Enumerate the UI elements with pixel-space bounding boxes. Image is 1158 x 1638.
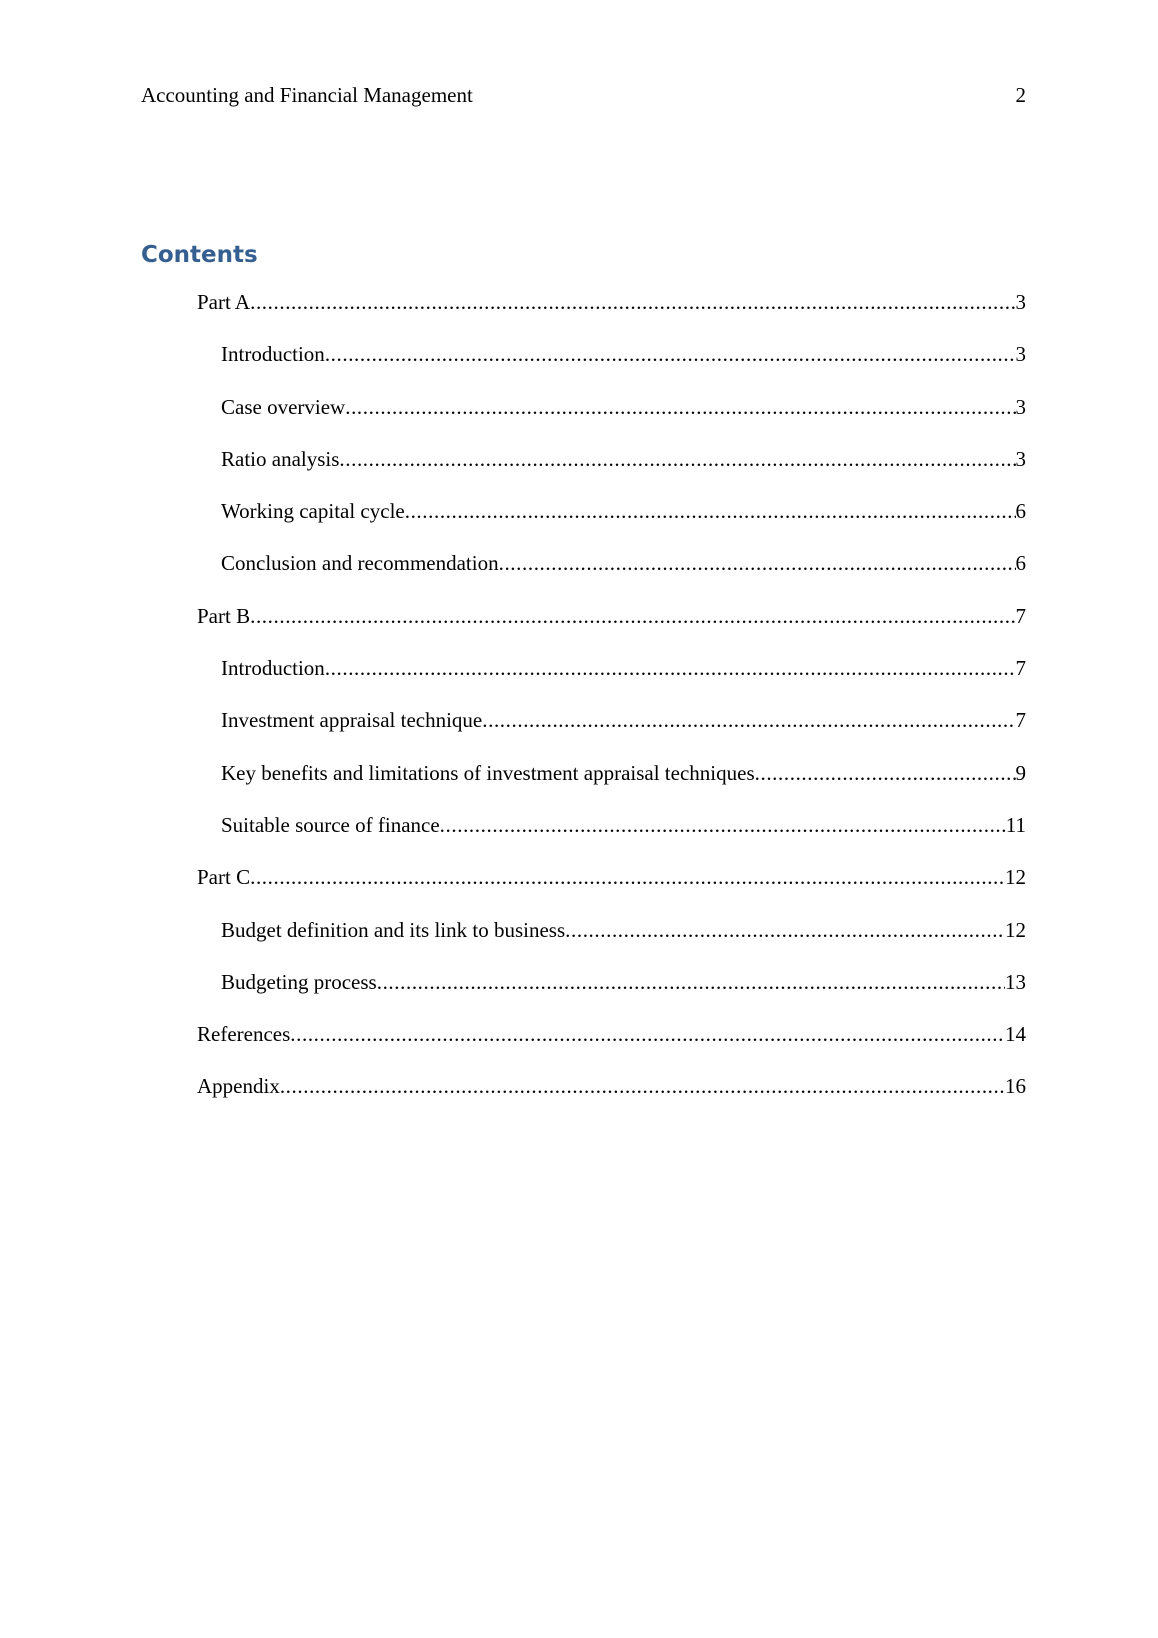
- dot-leader: [377, 967, 1005, 997]
- toc-entry-label[interactable]: Part A: [197, 290, 251, 314]
- toc-entry-source-of-finance[interactable]: [0, 810, 1026, 862]
- toc-entry-page: 7: [1015, 656, 1026, 681]
- toc-entry-page: 12: [1005, 865, 1026, 890]
- toc-entry-label[interactable]: Conclusion and recommendation: [221, 551, 499, 576]
- dot-leader: [280, 1071, 1005, 1101]
- dot-leader: [482, 705, 1015, 735]
- document-title: Accounting and Financial Management: [141, 83, 473, 107]
- toc-entry-label[interactable]: Introduction: [221, 656, 325, 681]
- toc-entry-label[interactable]: Part C: [197, 865, 251, 890]
- toc-entry-label[interactable]: Working capital cycle: [221, 499, 405, 524]
- dot-leader: [290, 1019, 1005, 1049]
- dot-leader: [250, 601, 1015, 631]
- toc-entry-label[interactable]: Budgeting process: [221, 969, 377, 994]
- toc-entry-part-b[interactable]: [0, 601, 1026, 653]
- dot-leader: [755, 758, 1016, 788]
- toc-entry-conclusion[interactable]: [0, 548, 1026, 600]
- toc-entry-part-a[interactable]: [0, 287, 1026, 339]
- toc-heading: Contents: [141, 242, 258, 268]
- toc-entry-page: 3: [1015, 342, 1026, 367]
- toc-entry-working-capital-cycle[interactable]: [0, 496, 1026, 548]
- toc-entry-page: 16: [1005, 1074, 1026, 1099]
- toc-entry-page: 6: [1015, 499, 1026, 524]
- toc-entry-label[interactable]: Investment appraisal technique: [221, 708, 483, 733]
- toc-entry-page: 3: [1015, 394, 1026, 419]
- toc-entry-page: 3: [1015, 446, 1026, 471]
- page-number: 2: [1015, 83, 1026, 107]
- page-header: [141, 80, 1026, 110]
- toc-entry-label[interactable]: References: [197, 1022, 291, 1047]
- table-of-contents: [0, 287, 1026, 1124]
- toc-entry-appendix[interactable]: [0, 1071, 1026, 1123]
- dot-leader: [345, 392, 1015, 422]
- toc-entry-page: 11: [1005, 812, 1026, 837]
- toc-entry-page: 9: [1015, 760, 1026, 785]
- toc-entry-page: 14: [1005, 1022, 1026, 1047]
- dot-leader: [339, 444, 1015, 474]
- toc-entry-budgeting-process[interactable]: [0, 967, 1026, 1019]
- dot-leader: [565, 915, 1005, 945]
- toc-entry-page: 7: [1015, 708, 1026, 733]
- toc-entry-label[interactable]: Case overview: [221, 394, 346, 419]
- toc-entry-case-overview[interactable]: [0, 392, 1026, 444]
- toc-entry-page: 6: [1015, 551, 1026, 576]
- toc-entry-label[interactable]: Suitable source of finance: [221, 812, 440, 837]
- dot-leader: [325, 339, 1016, 369]
- toc-entry-page: 13: [1005, 969, 1026, 994]
- dot-leader: [250, 862, 1005, 892]
- toc-entry-label[interactable]: Introduction: [221, 342, 325, 367]
- toc-entry-page: 3: [1015, 290, 1026, 314]
- toc-entry-key-benefits[interactable]: [0, 758, 1026, 810]
- toc-entry-label[interactable]: Key benefits and limitations of investment appraisal techniques: [221, 760, 755, 785]
- toc-entry-label[interactable]: Ratio analysis: [221, 446, 340, 471]
- toc-entry-page: 12: [1005, 917, 1026, 942]
- toc-entry-part-c[interactable]: [0, 862, 1026, 914]
- dot-leader: [250, 287, 1015, 317]
- toc-entry-budget-definition[interactable]: [0, 915, 1026, 967]
- toc-entry-label[interactable]: Appendix: [197, 1074, 280, 1099]
- toc-entry-page: 7: [1015, 603, 1026, 628]
- dot-leader: [325, 653, 1016, 683]
- toc-entry-ratio-analysis[interactable]: [0, 444, 1026, 496]
- toc-entry-investment-appraisal[interactable]: [0, 705, 1026, 757]
- toc-entry-introduction-b[interactable]: [0, 653, 1026, 705]
- dot-leader: [405, 496, 1016, 526]
- dot-leader: [499, 548, 1016, 578]
- toc-entry-introduction-a[interactable]: [0, 339, 1026, 391]
- toc-entry-references[interactable]: [0, 1019, 1026, 1071]
- dot-leader: [440, 810, 1006, 840]
- toc-entry-label[interactable]: Budget definition and its link to business: [221, 917, 566, 942]
- toc-entry-label[interactable]: Part B: [197, 603, 251, 628]
